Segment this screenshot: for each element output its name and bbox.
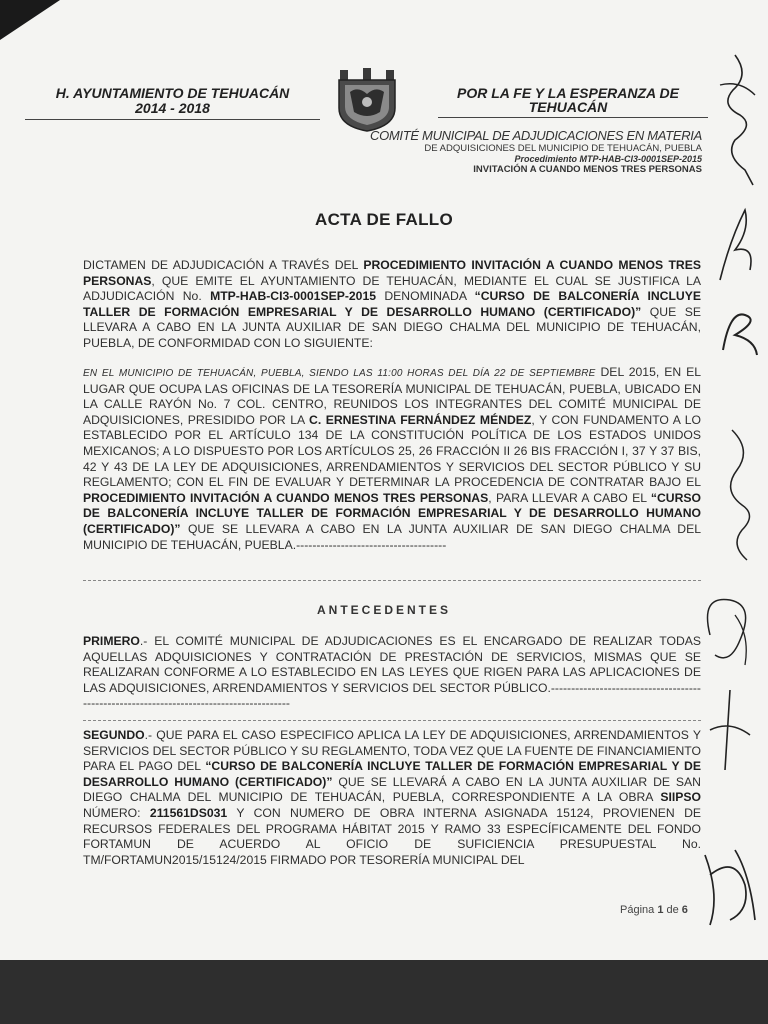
text-span: EN EL MUNICIPIO DE TEHUACÁN, PUEBLA, SIENDO LAS 11:00 HORAS DEL DÍA 22 DE SEPTIEMBRE [83, 368, 596, 379]
page-number [620, 904, 688, 916]
paragraph-meeting [83, 365, 701, 553]
text-span: .- QUE PARA EL CASO ESPECIFICO APLICA LA LEY DE ADQUISICIONES, ARRENDAMIENTOS Y SERVICIOS DEL SECTOR PÚBLICO Y SU REGLAMENTO, TODA VEZ QUE LA FUENTE DE FINANCIAMIENTO PARA EL PAGO DEL [83, 728, 701, 774]
section-title-antecedentes: ANTECEDENTES [316, 603, 451, 617]
bold-span: “CURSO DE BALCONERÍA INCLUYE TALLER DE FORMACIÓN EMPRESARIAL Y DE DESARROLLO HUMANO (CERTIFICADO)” [83, 759, 701, 789]
bold-span: C. ERNESTINA FERNÁNDEZ MÉNDEZ [309, 412, 532, 427]
text-span: .- EL COMITÉ MUNICIPAL DE ADJUDICACIONES ES EL ENCARGADO DE REALIZAR TODAS AQUELLAS ADQUISICIONES Y CONTRATACIÓN DE PRESTACIÓN DE SERVICIOS, MISMAS QUE SE REALIZARAN CONFORME A LO ESTABLECIDO EN LAS LEYES QUE RIGEN PARA LAS APLICACIONES DE LAS ADQUISICIONES, ARRENDAMIENTOS Y SERVICIOS DEL SECTOR PÚBLICO.---------------------------------------------------------------------------------------- [83, 634, 701, 711]
signature-6 [700, 680, 765, 780]
text-span: NÚMERO: [83, 805, 150, 820]
text-span: , QUE EMITE EL AYUNTAMIENTO DE TEHUACÁN, MEDIANTE EL CUAL SE JUSTIFICA LA ADJUDICACIÓN No. [83, 273, 701, 304]
text-span: QUE SE LLEVARA A CABO EN LA JUNTA AUXILIAR DE SAN DIEGO CHALMA DEL MUNICIPIO DE TEHUACÁN, PUEBLA.------------------------------------- [83, 521, 701, 552]
text-span: QUE SE LLEVARA A CABO EN LA JUNTA AUXILIAR DE SAN DIEGO CHALMA DEL MUNICIPIO DE TEHUACÁN, PUEBLA, DE CONFORMIDAD CON LO SIGUIENTE: [83, 304, 701, 350]
bold-span: “CURSO DE BALCONERÍA INCLUYE TALLER DE FORMACIÓN EMPRESARIAL Y DE DESARROLLO HUMANO (CERTIFICADO)” [83, 490, 701, 536]
header-motto-line2: TEHUACÁN [528, 99, 608, 115]
dashed-separator [83, 720, 701, 721]
header-municipality-period: 2014 - 2018 [135, 100, 210, 116]
document-title: ACTA DE FALLO [315, 210, 453, 229]
dashed-separator [83, 580, 701, 581]
text-span: , Y CON FUNDAMENTO A LO ESTABLECIDO POR EL ARTÍCULO 134 DE LA CONSTITUCIÓN POLÍTICA DE LOS ESTADOS UNIDOS MEXICANOS; A LO DISPUESTO POR LOS ARTÍCULOS 25, 26 FRACCIÓN II 26 BIS FRACCIÓN I, 37 Y 37 BIS, 42 Y 43 DE LA LEY DE ADQUISICIONES, ARRENDAMIENTOS Y SERVICIOS DEL SECTOR PÚBLICO Y SU REGLAMENTO; CON EL FIN DE EVALUAR Y DETERMINAR LA PROCEDENCIA DE CONTRATAR BAJO EL [83, 412, 701, 490]
header-motto [428, 86, 708, 118]
text-span: DEL 2015, EN EL LUGAR QUE OCUPA LAS OFICINAS DE LA TESORERÍA MUNICIPAL DE TEHUACÁN, PUEBLA, UBICADO EN LA CALLE RAYÓN No. 7 COL. CENTRO, REUNIDOS LOS INTEGRANTES DEL COMITÉ MUNICIPAL DE ADQUISICIONES, PRESIDIDO POR LA [83, 365, 701, 427]
bold-span: SEGUNDO [83, 728, 145, 742]
paragraph-segundo [83, 728, 701, 868]
scan-shadow-corner [0, 0, 60, 40]
header-municipality [25, 86, 320, 120]
text-span: DENOMINADA [376, 289, 475, 304]
signature-7 [690, 835, 765, 935]
header-left-rule [25, 119, 320, 120]
text-span: Y CON NUMERO DE OBRA INTERNA ASIGNADA 15124, PROVIENEN DE RECURSOS FEDERALES DEL PROGRAMA HÁBITAT 2015 Y RAMO 33 ESPECÍFICAMENTE DEL FONDO FORTAMUN DE ACUERDO AL OFICIO DE SUFICIENCIA PRESUPUESTAL No. TM/FORTAMUN2015/15124/2015 FIRMADO POR TESORERÍA MUNICIPAL DEL [83, 805, 702, 867]
bold-span: PROCEDIMIENTO INVITACIÓN A CUANDO MENOS TRES PERSONAS [83, 490, 489, 505]
bold-span: 1 [657, 904, 664, 916]
signature-4 [712, 420, 764, 570]
text-span: de [663, 904, 682, 916]
signature-3 [715, 300, 765, 360]
bold-span: 6 [681, 904, 688, 916]
committee-name: COMITÉ MUNICIPAL DE ADJUDICACIONES EN MATERIA [369, 128, 702, 143]
header-municipality-name: H. AYUNTAMIENTO DE TEHUACÁN [55, 85, 290, 101]
committee-block [370, 128, 702, 175]
text-span: DICTAMEN DE ADJUDICACIÓN A TRAVÉS DEL [83, 258, 364, 272]
paragraph-primero [83, 634, 701, 712]
bold-span: “CURSO DE BALCONERÍA INCLUYE TALLER DE FORMACIÓN EMPRESARIAL Y DE DESARROLLO HUMANO (CERTIFICADO)” [83, 289, 701, 319]
text-span: QUE SE LLEVARÁ A CABO EN LA JUNTA AUXILIAR DE SAN DIEGO CHALMA DEL MUNICIPIO DE TEHUACÁN, PUEBLA, CORRESPONDIENTE A LA OBRA [83, 774, 701, 805]
header-motto-line1: POR LA FE Y LA ESPERANZA DE [457, 85, 679, 101]
bold-span: 211561DS031 [149, 805, 228, 820]
signature-5 [690, 585, 765, 675]
bold-span: MTP-HAB-CI3-0001SEP-2015 [210, 289, 377, 304]
procedure-type: INVITACIÓN A CUANDO MENOS TRES PERSONAS [473, 164, 702, 175]
signature-1 [705, 45, 765, 195]
paragraph-dictamen [83, 258, 701, 352]
signature-2 [710, 200, 765, 290]
committee-subtitle: DE ADQUISICIONES DEL MUNICIPIO DE TEHUACÁN, PUEBLA [424, 143, 702, 154]
bold-span: PROCEDIMIENTO INVITACIÓN A CUANDO MENOS TRES PERSONAS [83, 258, 701, 288]
procedure-number: Procedimiento MTP-HAB-CI3-0001SEP-2015 [514, 154, 702, 164]
scan-shadow-bottom [0, 960, 768, 1024]
text-span: Página [620, 904, 658, 916]
text-span: , PARA LLEVAR A CABO EL [488, 490, 651, 505]
header-right-rule [438, 117, 708, 118]
bold-span: PRIMERO [83, 634, 140, 648]
municipal-seal-icon [336, 68, 398, 132]
bold-span: SIIPSO [660, 790, 701, 805]
